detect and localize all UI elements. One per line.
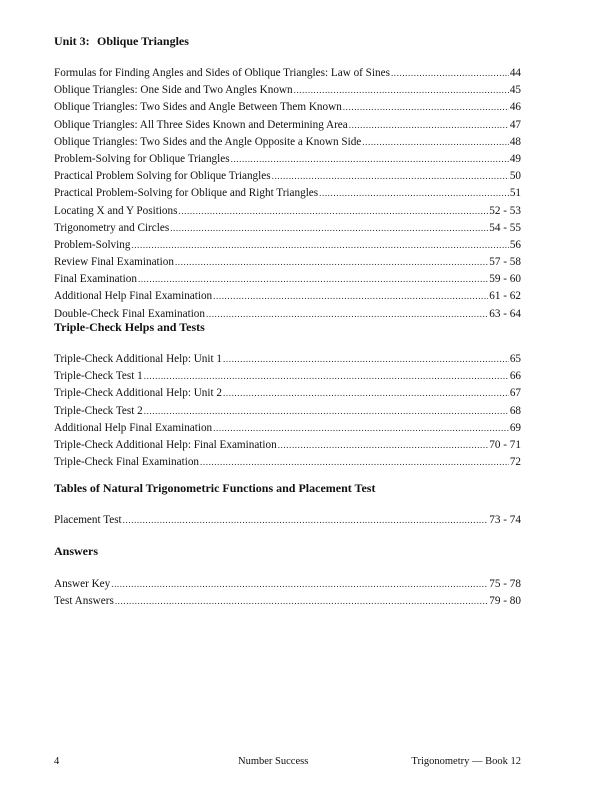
page-footer [54,755,521,769]
dot-leader [178,203,488,220]
dot-leader [391,65,509,82]
toc-entry-title: Triple-Check Final Examination [54,456,200,469]
toc-entry-pages: 49 [509,152,521,165]
unit3-heading [54,34,521,49]
toc-entry [54,512,521,529]
toc-entry [54,454,521,471]
toc-entry-pages: 61 - 62 [489,290,521,303]
dot-leader [200,454,509,471]
toc-entry [54,403,521,420]
toc-entry-pages: 68 [509,404,521,417]
toc-entry-pages: 57 - 58 [489,256,521,269]
toc-entry-pages: 51 [509,187,521,200]
toc-entry [54,151,521,168]
toc-entry-pages: 79 - 80 [489,595,521,608]
tables-section [54,481,521,496]
unit3-section [54,34,521,49]
toc-entry-pages: 67 [509,387,521,400]
toc-entry [54,168,521,185]
toc-entry [54,99,521,116]
toc-entry [54,368,521,385]
dot-leader [349,117,509,134]
dot-leader [123,512,489,529]
dot-leader [223,351,509,368]
dot-leader [272,168,509,185]
dot-leader [278,437,489,454]
triple-check-entries [54,351,521,471]
toc-entry-title: Oblique Triangles: Two Sides and the Angle Opposite a Known Side [54,135,362,148]
toc-entry-title: Problem-Solving [54,238,131,251]
toc-entry-title: Review Final Examination [54,256,174,269]
tables-entries [54,512,521,529]
toc-entry [54,220,521,237]
toc-entry-title: Test Answers [54,595,114,608]
toc-entry [54,65,521,82]
toc-entry-title: Answer Key [54,578,111,590]
toc-entry [54,593,521,610]
toc-entry [54,437,521,454]
toc-entry-pages: 70 - 71 [489,438,521,451]
toc-entry-title: Locating X and Y Positions [54,204,178,217]
toc-entry-title: Double-Check Final Examination [54,307,205,320]
toc-entry [54,185,521,202]
toc-entry-title: Practical Problem Solving for Oblique Triangles [54,170,271,183]
toc-entry-pages: 65 [509,353,521,365]
unit3-number: Unit 3: [54,34,90,48]
toc-entry-title: Oblique Triangles: All Three Sides Known and Determining Area [54,118,348,131]
toc-entry-pages: 45 [509,84,521,97]
dot-leader [294,82,509,99]
toc-entry-pages: 46 [509,101,521,114]
footer-book: Trigonometry — Book 12 [411,756,521,767]
toc-entry [54,385,521,402]
toc-entry-title: Additional Help Final Examination [54,290,213,303]
toc-entry-pages: 47 [509,118,521,131]
toc-entry-pages: 54 - 55 [489,221,521,234]
toc-entry [54,237,521,254]
toc-entry-pages: 73 - 74 [489,514,521,526]
toc-entry-pages: 66 [509,370,521,383]
unit3-entries [54,65,521,323]
toc-entry-pages: 44 [509,67,521,79]
toc-entry-title: Placement Test [54,514,122,526]
triple-check-section [54,320,521,335]
toc-entry [54,420,521,437]
dot-leader [144,368,509,385]
tables-heading: Tables of Natural Trigonometric Functions and Placement Test [54,481,376,495]
dot-leader [231,151,509,168]
toc-entry-pages: 48 [509,135,521,148]
toc-entry [54,82,521,99]
toc-entry-title: Triple-Check Additional Help: Unit 1 [54,353,223,365]
dot-leader [319,185,509,202]
answers-entries [54,576,521,610]
triple-check-heading: Triple-Check Helps and Tests [54,320,205,334]
dot-leader [362,134,509,151]
dot-leader [138,271,488,288]
toc-entry-title: Final Examination [54,273,137,286]
toc-entry-pages: 50 [509,170,521,183]
toc-entry-title: Problem-Solving for Oblique Triangles [54,152,230,165]
dot-leader [343,99,509,116]
dot-leader [170,220,488,237]
toc-entry-pages: 56 [509,238,521,251]
toc-entry [54,203,521,220]
dot-leader [144,403,509,420]
toc-entry-title: Triple-Check Test 2 [54,404,143,417]
toc-entry [54,576,521,593]
toc-entry-title: Oblique Triangles: Two Sides and Angle Between Them Known [54,101,342,114]
toc-entry-title: Oblique Triangles: One Side and Two Angles Known [54,84,293,97]
unit3-title: Oblique Triangles [97,34,189,48]
dot-leader [115,593,488,610]
dot-leader [131,237,508,254]
toc-entry [54,288,521,305]
footer-publisher: Number Success [238,756,309,767]
dot-leader [223,385,509,402]
toc-entry-title: Triple-Check Additional Help: Unit 2 [54,387,223,400]
toc-entry [54,117,521,134]
toc-entry-title: Additional Help Final Examination [54,421,213,434]
toc-entry [54,271,521,288]
toc-entry-pages: 72 [509,456,521,469]
toc-entry-pages: 69 [509,421,521,434]
toc-entry-title: Trigonometry and Circles [54,221,170,234]
answers-heading: Answers [54,544,98,558]
toc-entry [54,254,521,271]
footer-page-number: 4 [54,756,60,767]
toc-entry-pages: 59 - 60 [489,273,521,286]
toc-entry-pages: 75 - 78 [489,578,521,590]
dot-leader [213,420,509,437]
toc-entry-title: Triple-Check Additional Help: Final Examination [54,438,277,451]
toc-entry-pages: 52 - 53 [489,204,521,217]
toc-entry-pages: 63 - 64 [489,307,521,320]
dot-leader [175,254,488,271]
toc-entry-title: Triple-Check Test 1 [54,370,143,383]
toc-entry [54,351,521,368]
dot-leader [213,288,488,305]
toc-entry-title: Practical Problem-Solving for Oblique and Right Triangles [54,187,319,200]
toc-entry-title: Formulas for Finding Angles and Sides of Oblique Triangles: Law of Sines [54,67,390,79]
toc-entry [54,134,521,151]
dot-leader [111,576,488,593]
answers-section [54,544,521,559]
